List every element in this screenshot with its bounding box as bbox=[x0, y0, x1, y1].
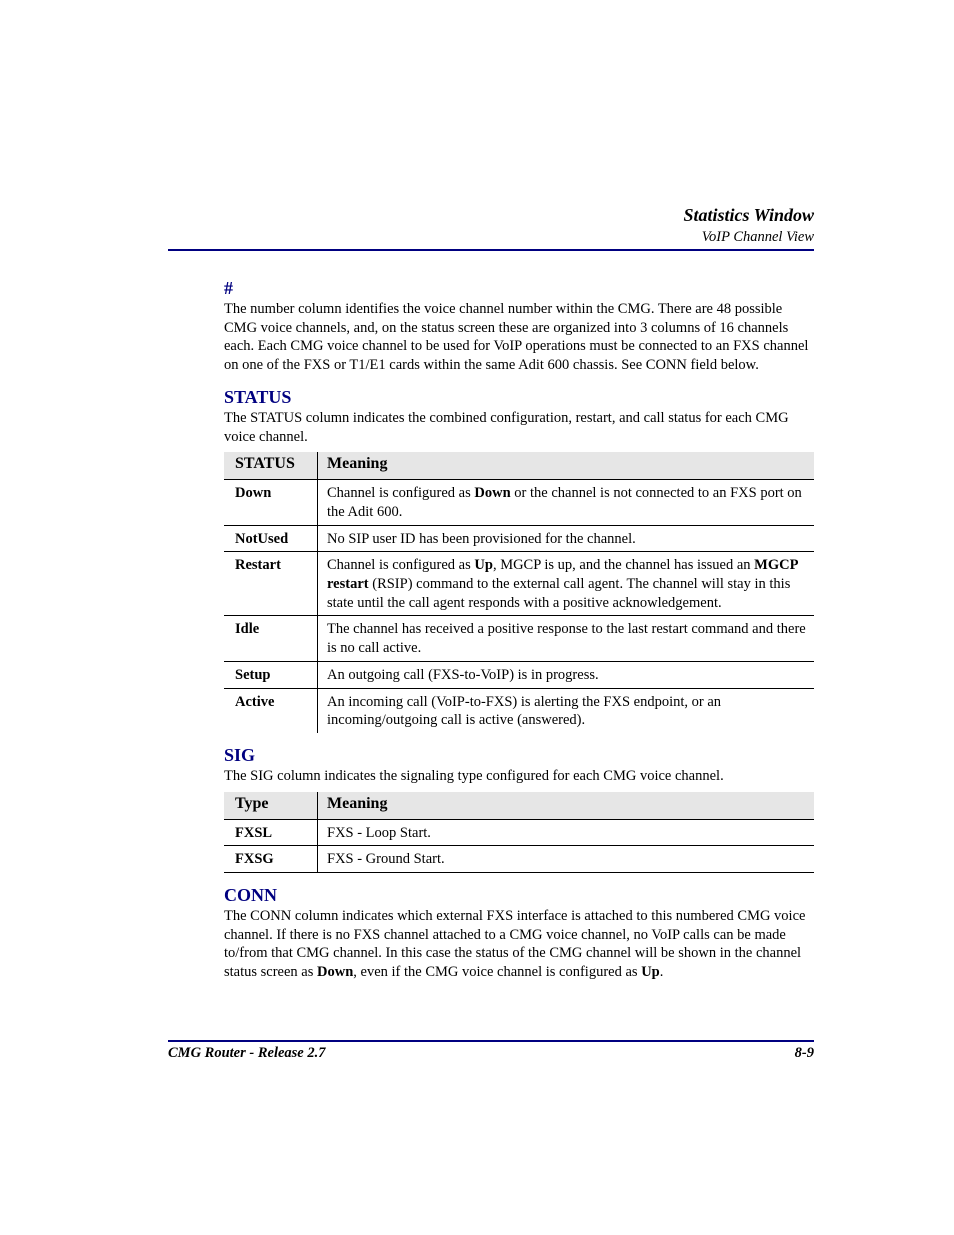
table-row bbox=[224, 525, 814, 552]
row-meaning: The channel has received a positive response to the last restart command and there is no call active. bbox=[318, 616, 815, 661]
status-heading: STATUS bbox=[224, 386, 292, 407]
status-table-header bbox=[224, 452, 814, 480]
row-meaning: FXS - Ground Start. bbox=[318, 846, 815, 873]
meaning-col-header: Meaning bbox=[318, 792, 815, 820]
row-meaning: FXS - Loop Start. bbox=[318, 819, 815, 846]
table-row bbox=[224, 552, 814, 616]
table-row bbox=[224, 688, 814, 733]
sig-heading: SIG bbox=[224, 744, 256, 765]
row-term: NotUsed bbox=[224, 525, 318, 552]
row-meaning: An incoming call (VoIP-to-FXS) is alerting the FXS endpoint, or an incoming/outgoing call is active (answered). bbox=[318, 688, 815, 733]
status-table bbox=[224, 452, 814, 733]
status-col-header: STATUS bbox=[224, 452, 318, 480]
row-meaning: No SIP user ID has been provisioned for the channel. bbox=[318, 525, 815, 552]
footer-title: CMG Router - Release 2.7 bbox=[168, 1045, 326, 1061]
table-row bbox=[224, 846, 814, 873]
row-term: Setup bbox=[224, 661, 318, 688]
sig-table bbox=[224, 792, 814, 873]
row-term: FXSL bbox=[224, 819, 318, 846]
table-row bbox=[224, 661, 814, 688]
sig-section bbox=[224, 743, 814, 873]
row-meaning: Channel is configured as Down or the channel is not connected to an FXS port on the Adit 600. bbox=[318, 480, 815, 525]
table-row bbox=[224, 480, 814, 525]
row-term: FXSG bbox=[224, 846, 318, 873]
row-meaning: An outgoing call (FXS-to-VoIP) is in progress. bbox=[318, 661, 815, 688]
page-content bbox=[224, 276, 814, 982]
page-number: 8-9 bbox=[794, 1045, 814, 1061]
meaning-col-header: Meaning bbox=[318, 452, 815, 480]
conn-section bbox=[224, 883, 814, 982]
row-meaning: Channel is configured as Up, MGCP is up, and the channel has issued an MGCP restart (RSIP) command to the external call agent. The channel will stay in this state until the call agent responds with a positive acknowledgement. bbox=[318, 552, 815, 616]
header-rule bbox=[168, 249, 814, 251]
sig-paragraph: The SIG column indicates the signaling type configured for each CMG voice channel. bbox=[224, 767, 724, 784]
number-heading: # bbox=[224, 278, 233, 298]
row-term: Down bbox=[224, 480, 318, 525]
header-subtitle: VoIP Channel View bbox=[701, 229, 814, 245]
row-term: Active bbox=[224, 688, 318, 733]
row-term: Restart bbox=[224, 552, 318, 616]
status-section bbox=[224, 385, 814, 733]
type-col-header: Type bbox=[224, 792, 318, 820]
page-header bbox=[168, 203, 814, 246]
sig-table-header bbox=[224, 792, 814, 820]
footer-rule bbox=[168, 1040, 814, 1042]
conn-paragraph: The CONN column indicates which external FXS interface is attached to this numbered CMG voice channel. If there is no FXS channel attached to a CMG voice channel, no VoIP calls can be made to/from that CMG channel. In this case the status of the CMG channel will be shown in the channel status screen as Down, even if the CMG voice channel is configured as Up. bbox=[224, 908, 806, 981]
header-title: Statistics Window bbox=[683, 205, 814, 225]
table-row bbox=[224, 819, 814, 846]
table-row bbox=[224, 616, 814, 661]
row-term: Idle bbox=[224, 616, 318, 661]
number-paragraph: The number column identifies the voice channel number within the CMG. There are 48 possible CMG voice channels, and, on the status screen these are organized into 3 columns of 16 channels each. Each CMG voice channel to be used for VoIP operations must be connected to an FXS channel on one of the FXS or T1/E1 cards within the same Adit 600 chassis. See CONN field below. bbox=[224, 301, 809, 374]
status-paragraph: The STATUS column indicates the combined configuration, restart, and call status for each CMG voice channel. bbox=[224, 409, 789, 445]
conn-heading: CONN bbox=[224, 885, 277, 906]
